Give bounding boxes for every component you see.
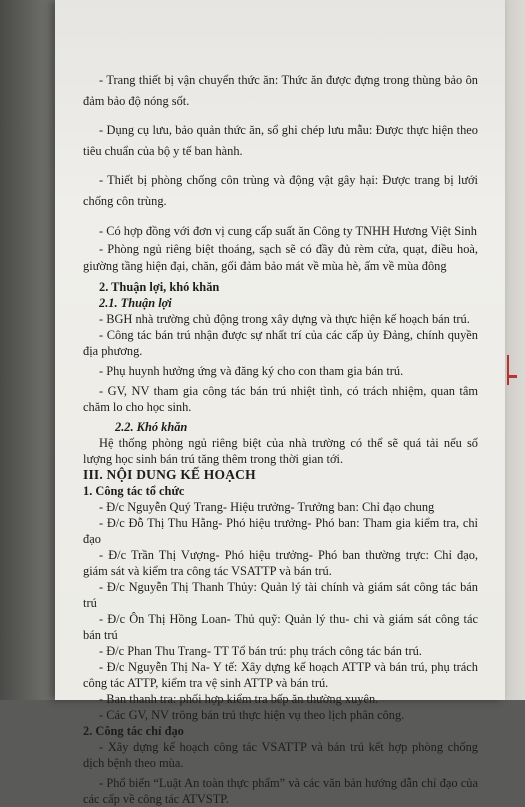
paragraph: - Phòng ngủ riêng biệt thoáng, sạch sẽ có đầy đủ rèm cửa, quạt, điều hoà, giường tầng hiện đại, chăn, gối đảm bảo mát về mùa hè, ấm về mùa đông (83, 242, 478, 274)
paragraph: - Đ/c Nguyễn Thị Na- Y tế: Xây dựng kế hoạch ATTP và bán trú, phụ trách công tác ATTP, kiểm tra vệ sinh ATTP và bán trú. (83, 660, 478, 691)
paragraph: - Đ/c Nguyễn Thị Thanh Thủy: Quản lý tài chính và giám sát công tác bán trú (83, 580, 478, 611)
paragraph: - Công tác bán trú nhận được sự nhất trí của các cấp ủy Đảng, chính quyền địa phương. (83, 328, 478, 359)
paragraph: - Phổ biến “Luật An toàn thực phẩm” và các văn bản hướng dẫn chỉ đạo của các cấp về công tác ATVSTP. (83, 776, 478, 807)
paragraph: - Trang thiết bị vận chuyển thức ăn: Thức ăn được đựng trong thùng bảo ôn đảm bảo độ nóng sốt. (83, 73, 478, 108)
paragraph: Hệ thống phòng ngủ riêng biệt của nhà trường có thể sẽ quá tải nếu số lượng học sinh bán trú tăng thêm trong thời gian tới. (83, 436, 478, 467)
heading-2-2: 2.2. Khó khăn (115, 420, 188, 435)
background-mark (509, 375, 517, 378)
paragraph: - GV, NV tham gia công tác bán trú nhiệt tình, có trách nhiệm, quan tâm chăm lo cho học sinh. (83, 384, 478, 415)
paragraph: - BGH nhà trường chủ động trong xây dựng và thực hiện kế hoạch bán trú. (99, 312, 470, 327)
heading-2: 2. Thuận lợi, khó khăn (99, 280, 220, 295)
paragraph: - Đ/c Trần Thị Vượng- Phó hiệu trưởng- Phó ban thường trực: Chỉ đạo, giám sát và kiểm tra công tác VSATTP và bán trú. (83, 548, 478, 579)
paragraph: - Đ/c Nguyễn Quý Trang- Hiệu trưởng- Trưởng ban: Chỉ đạo chung (99, 500, 435, 515)
paragraph: - Xây dựng kế hoạch công tác VSATTP và bán trú kết hợp phòng chống dịch bệnh theo mùa. (83, 740, 478, 771)
paragraph: - Dụng cụ lưu, bảo quản thức ăn, sổ ghi chép lưu mẫu: Được thực hiện theo tiêu chuẩn của bộ y tế ban hành. (83, 123, 478, 158)
paragraph: - Các GV, NV trông bán trú thực hiện vụ theo lịch phân công. (99, 708, 405, 723)
paragraph: - Đ/c Ôn Thị Hồng Loan- Thủ quỹ: Quản lý thu- chi và giám sát công tác bán trú (83, 612, 478, 643)
paragraph: - Thiết bị phòng chống côn trùng và động vật gây hại: Được trang bị lưới chống côn trùng. (83, 173, 478, 208)
heading-3-1: 1. Công tác tổ chức (83, 484, 185, 499)
heading-2-1: 2.1. Thuận lợi (99, 296, 172, 311)
paragraph: - Phụ huynh hưởng ứng và đăng ký cho con tham gia bán trú. (99, 364, 404, 379)
heading-3: III. NỘI DUNG KẾ HOẠCH (83, 467, 256, 483)
heading-3-2: 2. Công tác chỉ đạo (83, 724, 184, 739)
paragraph: - Đ/c Phan Thu Trang- TT Tổ bán trú: phụ trách công tác bán trú. (99, 644, 422, 659)
paragraph: - Ban thanh tra: phối hợp kiểm tra bếp ăn thường xuyên. (99, 692, 379, 707)
document-body (83, 70, 478, 807)
paragraph: - Đ/c Đỗ Thị Thu Hằng- Phó hiệu trưởng- Phó ban: Tham gia kiểm tra, chỉ đạo (83, 516, 478, 547)
paragraph: - Có hợp đồng với đơn vị cung cấp suất ăn Công ty TNHH Hương Việt Sinh (99, 223, 477, 238)
background-mark (507, 355, 519, 385)
